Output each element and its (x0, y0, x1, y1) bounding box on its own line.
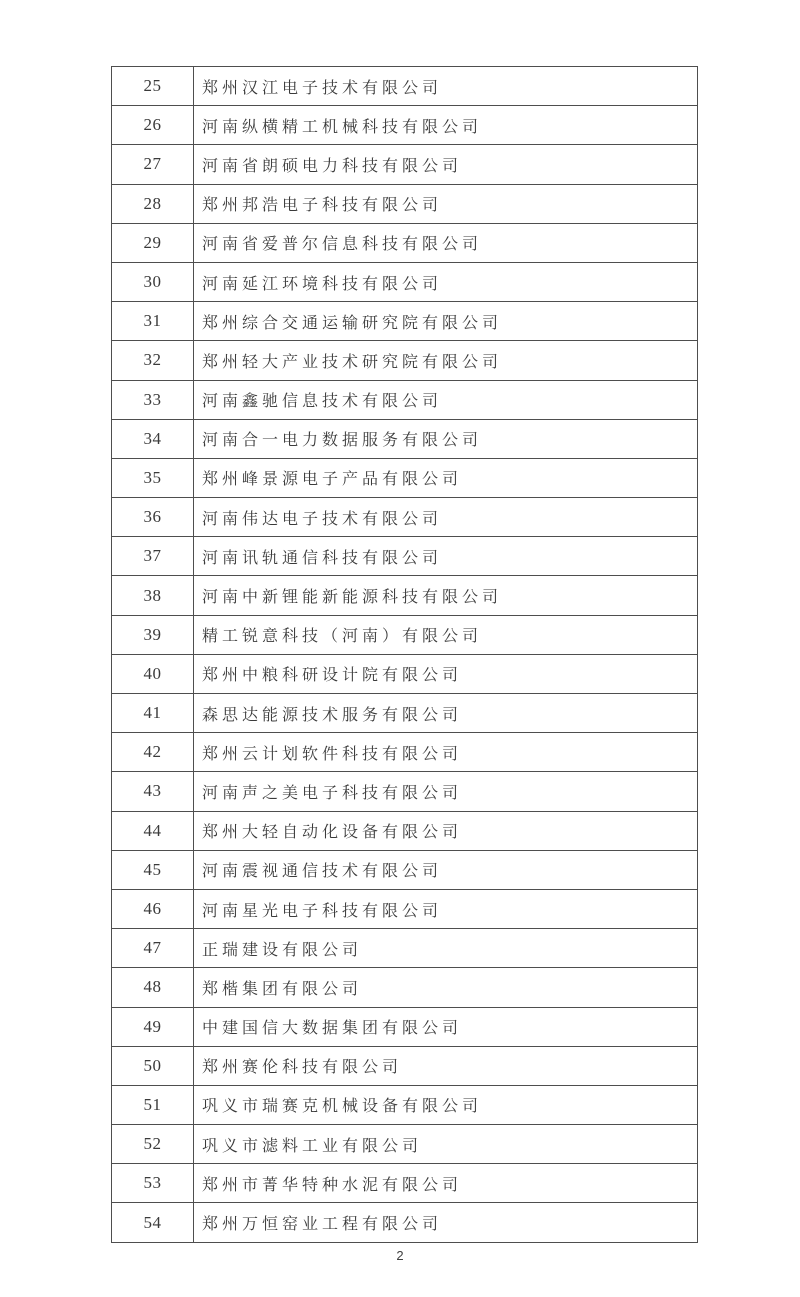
company-name: 巩义市滤料工业有限公司 (194, 1125, 698, 1164)
row-number: 52 (112, 1125, 194, 1164)
table-row (112, 1164, 698, 1203)
company-name: 巩义市瑞赛克机械设备有限公司 (194, 1085, 698, 1124)
row-number: 50 (112, 1046, 194, 1085)
table-row (112, 145, 698, 184)
table-row (112, 184, 698, 223)
table-row (112, 302, 698, 341)
table-row (112, 968, 698, 1007)
row-number: 48 (112, 968, 194, 1007)
row-number: 26 (112, 106, 194, 145)
table-row (112, 498, 698, 537)
company-name: 郑州云计划软件科技有限公司 (194, 733, 698, 772)
row-number: 31 (112, 302, 194, 341)
table-row (112, 1125, 698, 1164)
table-row (112, 889, 698, 928)
company-name: 郑州赛伦科技有限公司 (194, 1046, 698, 1085)
company-name: 河南声之美电子科技有限公司 (194, 772, 698, 811)
row-number: 27 (112, 145, 194, 184)
table-row (112, 67, 698, 106)
company-name: 正瑞建设有限公司 (194, 929, 698, 968)
table-row (112, 576, 698, 615)
table-row (112, 458, 698, 497)
row-number: 30 (112, 262, 194, 301)
company-name: 河南中新锂能新能源科技有限公司 (194, 576, 698, 615)
table-row (112, 262, 698, 301)
company-name: 河南震视通信技术有限公司 (194, 850, 698, 889)
row-number: 41 (112, 694, 194, 733)
company-name: 河南省爱普尔信息科技有限公司 (194, 223, 698, 262)
row-number: 43 (112, 772, 194, 811)
table-row (112, 1085, 698, 1124)
table-row (112, 1007, 698, 1046)
row-number: 34 (112, 419, 194, 458)
row-number: 42 (112, 733, 194, 772)
company-name: 郑楷集团有限公司 (194, 968, 698, 1007)
row-number: 45 (112, 850, 194, 889)
table-row (112, 419, 698, 458)
company-name: 郑州万恒窑业工程有限公司 (194, 1203, 698, 1242)
company-name: 郑州大轻自动化设备有限公司 (194, 811, 698, 850)
row-number: 32 (112, 341, 194, 380)
company-name: 郑州中粮科研设计院有限公司 (194, 654, 698, 693)
row-number: 28 (112, 184, 194, 223)
table-row (112, 929, 698, 968)
table-row (112, 341, 698, 380)
row-number: 33 (112, 380, 194, 419)
table-row (112, 1046, 698, 1085)
table-row (112, 733, 698, 772)
table-row (112, 811, 698, 850)
row-number: 49 (112, 1007, 194, 1046)
company-name: 精工锐意科技（河南）有限公司 (194, 615, 698, 654)
company-name: 河南合一电力数据服务有限公司 (194, 419, 698, 458)
company-name: 河南省朗硕电力科技有限公司 (194, 145, 698, 184)
table-row (112, 1203, 698, 1242)
row-number: 25 (112, 67, 194, 106)
company-name: 河南鑫驰信息技术有限公司 (194, 380, 698, 419)
company-name: 河南星光电子科技有限公司 (194, 889, 698, 928)
row-number: 38 (112, 576, 194, 615)
table-row (112, 694, 698, 733)
page-number: 2 (396, 1248, 404, 1263)
row-number: 44 (112, 811, 194, 850)
row-number: 47 (112, 929, 194, 968)
row-number: 54 (112, 1203, 194, 1242)
company-name: 郑州轻大产业技术研究院有限公司 (194, 341, 698, 380)
row-number: 36 (112, 498, 194, 537)
company-name: 河南延江环境科技有限公司 (194, 262, 698, 301)
company-name: 河南讯轨通信科技有限公司 (194, 537, 698, 576)
company-name: 郑州峰景源电子产品有限公司 (194, 458, 698, 497)
row-number: 46 (112, 889, 194, 928)
row-number: 39 (112, 615, 194, 654)
table-row (112, 772, 698, 811)
row-number: 53 (112, 1164, 194, 1203)
row-number: 40 (112, 654, 194, 693)
row-number: 37 (112, 537, 194, 576)
company-name: 森思达能源技术服务有限公司 (194, 694, 698, 733)
table-row (112, 654, 698, 693)
row-number: 35 (112, 458, 194, 497)
company-name: 郑州市菁华特种水泥有限公司 (194, 1164, 698, 1203)
table-row (112, 380, 698, 419)
company-name: 中建国信大数据集团有限公司 (194, 1007, 698, 1046)
company-table (111, 66, 698, 1243)
table-row (112, 106, 698, 145)
company-name: 郑州邦浩电子科技有限公司 (194, 184, 698, 223)
table-row (112, 537, 698, 576)
company-name: 郑州综合交通运输研究院有限公司 (194, 302, 698, 341)
company-table-body (112, 67, 698, 1243)
table-row (112, 615, 698, 654)
company-name: 河南伟达电子技术有限公司 (194, 498, 698, 537)
table-row (112, 223, 698, 262)
table-row (112, 850, 698, 889)
row-number: 51 (112, 1085, 194, 1124)
row-number: 29 (112, 223, 194, 262)
company-name: 郑州汉江电子技术有限公司 (194, 67, 698, 106)
company-name: 河南纵横精工机械科技有限公司 (194, 106, 698, 145)
